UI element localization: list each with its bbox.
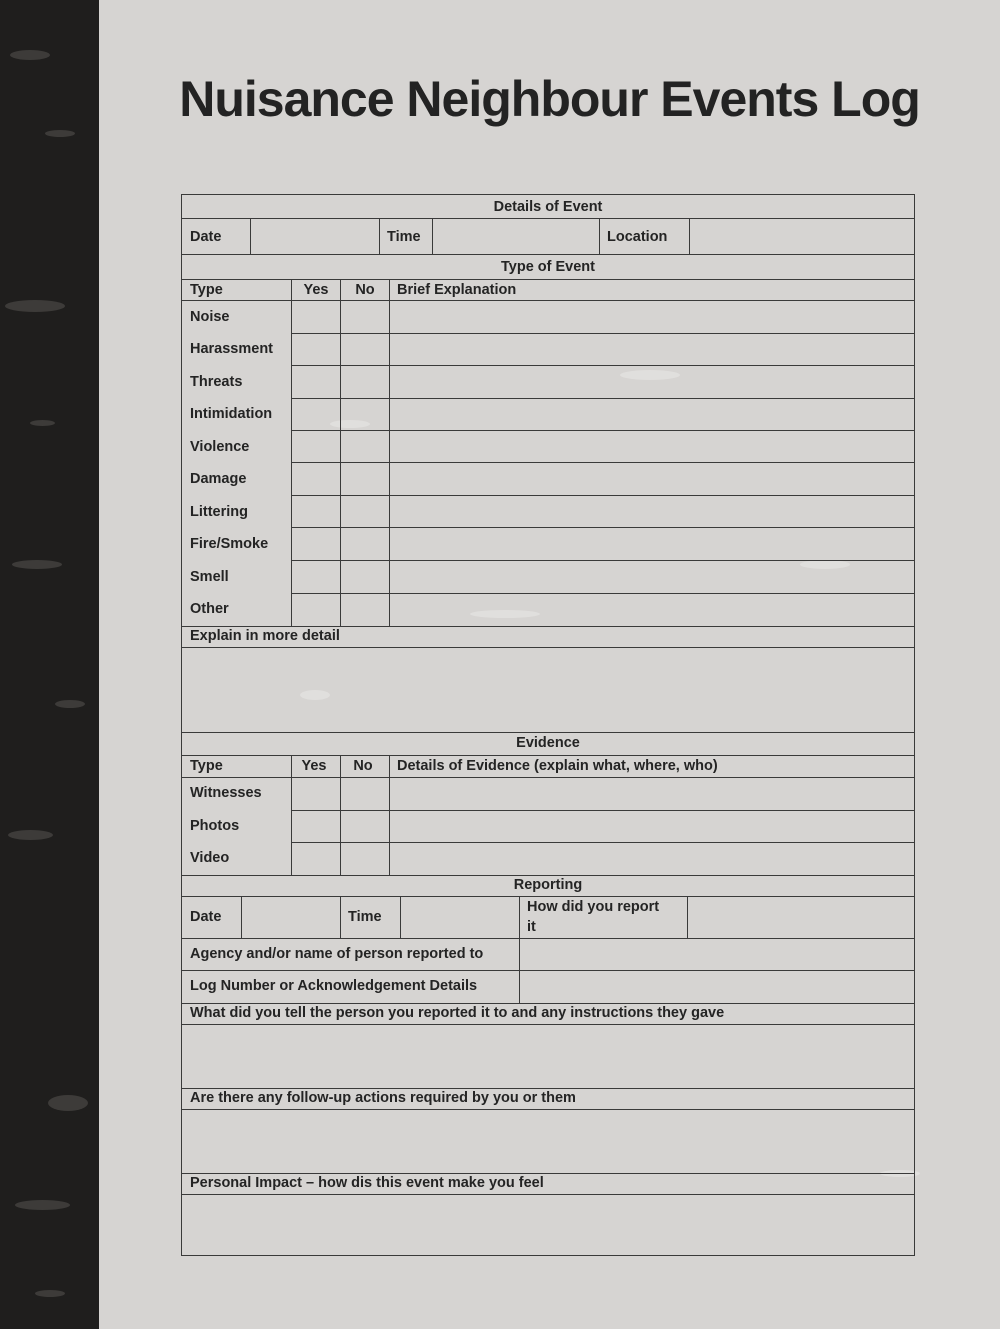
report-date-field[interactable] <box>242 897 340 938</box>
time-label: Time <box>387 229 421 245</box>
date-field[interactable] <box>251 219 379 254</box>
type-of-event-header: Type of Event <box>501 259 595 275</box>
how-reported-field[interactable] <box>688 897 914 938</box>
event-type-noise: Noise <box>190 309 230 325</box>
more-detail-field[interactable] <box>182 648 914 732</box>
evidence-details-fields[interactable] <box>390 778 914 875</box>
what-told-label: What did you tell the person you reported it to and any instructions they gave <box>190 1005 725 1021</box>
report-time-field[interactable] <box>401 897 519 938</box>
report-date-label: Date <box>190 909 222 925</box>
black-spine-margin <box>0 0 99 1329</box>
reporting-header: Reporting <box>513 877 583 893</box>
event-type-harassment: Harassment <box>190 341 274 357</box>
personal-impact-label: Personal Impact – how dis this event make you feel <box>190 1175 544 1191</box>
agency-field[interactable] <box>520 939 914 970</box>
event-yes-checkboxes[interactable] <box>292 301 340 626</box>
evidence-yes-checkboxes[interactable] <box>292 778 340 875</box>
yes-column-header: Yes <box>303 282 329 298</box>
evidence-type-video: Video <box>190 850 230 866</box>
event-type-smell: Smell <box>190 569 229 585</box>
event-type-other: Other <box>190 601 229 617</box>
event-type-intimidation: Intimidation <box>190 406 273 422</box>
evidence-no-column-header: No <box>353 758 373 774</box>
explain-more-detail-label: Explain in more detail <box>190 628 340 644</box>
date-label: Date <box>190 229 222 245</box>
event-type-littering: Littering <box>190 504 248 520</box>
log-number-label: Log Number or Acknowledgement Details <box>190 978 478 994</box>
page-title: Nuisance Neighbour Events Log <box>179 71 920 127</box>
report-time-label: Time <box>348 909 382 925</box>
location-field[interactable] <box>690 219 914 254</box>
evidence-yes-column-header: Yes <box>301 758 327 774</box>
personal-impact-field[interactable] <box>182 1195 914 1255</box>
evidence-type-photos: Photos <box>190 818 240 834</box>
agency-label: Agency and/or name of person reported to <box>190 946 484 962</box>
how-reported-label-line1: How did you report <box>527 899 660 915</box>
brief-explanation-header: Brief Explanation <box>397 282 517 298</box>
what-told-field[interactable] <box>182 1025 914 1088</box>
event-no-checkboxes[interactable] <box>341 301 389 626</box>
event-type-damage: Damage <box>190 471 247 487</box>
evidence-details-header: Details of Evidence (explain what, where, who) <box>397 758 718 774</box>
event-type-fire-smoke: Fire/Smoke <box>190 536 269 552</box>
details-of-event-header: Details of Event <box>493 199 603 215</box>
event-type-threats: Threats <box>190 374 243 390</box>
how-reported-label-line2: it <box>527 919 536 935</box>
evidence-header: Evidence <box>516 735 580 751</box>
time-field[interactable] <box>433 219 599 254</box>
no-column-header: No <box>355 282 375 298</box>
event-type-violence: Violence <box>190 439 250 455</box>
brief-explanation-fields[interactable] <box>390 301 914 626</box>
event-log-form <box>181 194 915 1256</box>
follow-up-field[interactable] <box>182 1110 914 1173</box>
type-column-header: Type <box>190 282 223 298</box>
log-number-field[interactable] <box>520 971 914 1003</box>
evidence-type-witnesses: Witnesses <box>190 785 262 801</box>
evidence-no-checkboxes[interactable] <box>341 778 389 875</box>
evidence-type-column-header: Type <box>190 758 223 774</box>
follow-up-label: Are there any follow-up actions required by you or them <box>190 1090 576 1106</box>
location-label: Location <box>607 229 668 245</box>
